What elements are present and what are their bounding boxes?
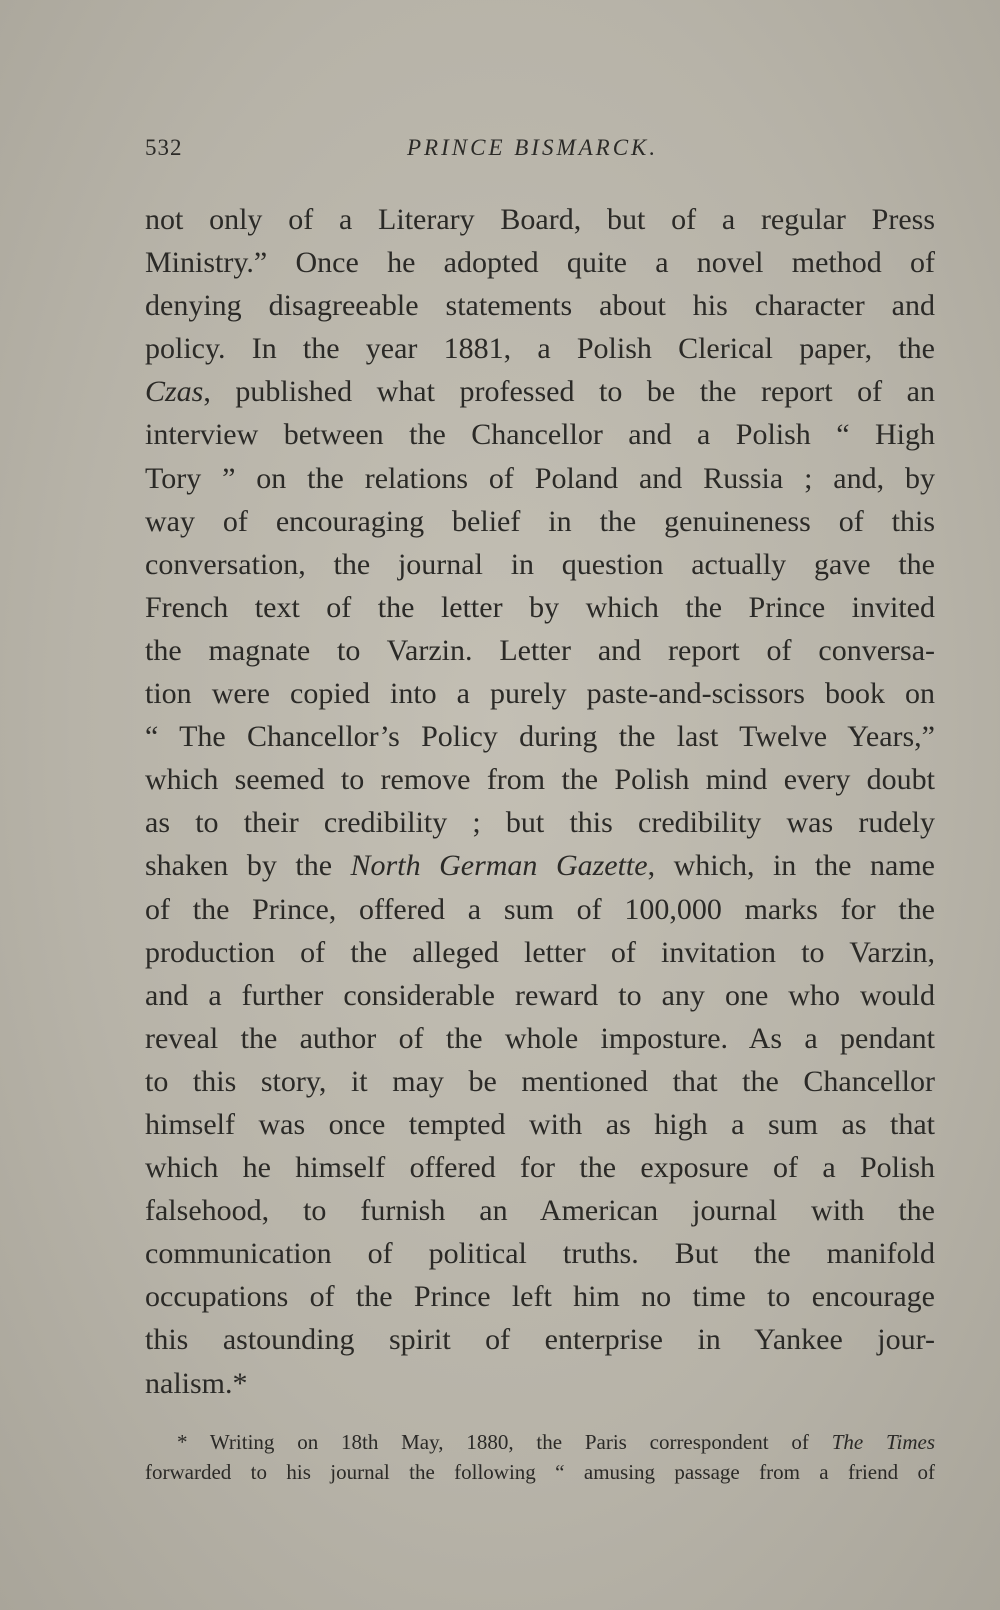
running-header xyxy=(145,135,935,175)
text-line: to this story, it may be mentioned that the Chancellor xyxy=(145,1064,935,1098)
text-line: Czas, published what professed to be the report of an xyxy=(145,375,935,409)
text-line: nalism.* xyxy=(145,1366,248,1400)
footnote-line: * Writing on 18th May, 1880, the Paris correspondent of The Times xyxy=(177,1430,936,1454)
text-line: “ The Chancellor’s Policy during the last Twelve Years,” xyxy=(145,720,935,754)
running-title: PRINCE BISMARCK. xyxy=(407,135,659,160)
text-line: himself was once tempted with as high a sum as that xyxy=(145,1107,935,1141)
text-line: Tory ” on the relations of Poland and Russia ; and, by xyxy=(145,461,935,495)
footnote xyxy=(145,1427,935,1487)
text-line: not only of a Literary Board, but of a regular Press xyxy=(145,203,935,236)
text-line: shaken by the North German Gazette, which, in the name xyxy=(145,849,935,883)
text-line: falsehood, to furnish an American journal with the xyxy=(145,1194,935,1228)
text-line: occupations of the Prince left him no time to encourage xyxy=(145,1280,935,1314)
text-line: the magnate to Varzin. Letter and report of conversa- xyxy=(145,633,935,667)
text-line: reveal the author of the whole imposture. As a pendant xyxy=(145,1021,935,1055)
text-line: production of the alleged letter of invitation to Varzin, xyxy=(145,935,935,969)
text-line: tion were copied into a purely paste-and-scissors book on xyxy=(145,677,935,711)
text-line: of the Prince, offered a sum of 100,000 marks for the xyxy=(145,892,935,926)
text-line: way of encouraging belief in the genuineness of this xyxy=(145,504,935,538)
newspaper-title-north-german-gazette: North German Gazette xyxy=(350,849,648,883)
body-text xyxy=(145,198,935,1405)
text-line: conversation, the journal in question actually gave the xyxy=(145,547,935,581)
text-line: which he himself offered for the exposure of a Polish xyxy=(145,1151,935,1185)
text-line: which seemed to remove from the Polish mind every doubt xyxy=(145,763,935,797)
text-line: this astounding spirit of enterprise in Yankee jour- xyxy=(145,1323,935,1357)
text-line: as to their credibility ; but this credibility was rudely xyxy=(145,806,935,840)
text-line: and a further considerable reward to any one who would xyxy=(145,978,935,1012)
newspaper-title-czas: Czas xyxy=(145,375,204,409)
page-number: 532 xyxy=(145,135,183,160)
text-line: denying disagreeable statements about his character and xyxy=(145,289,935,323)
text-line: French text of the letter by which the Prince invited xyxy=(145,590,935,624)
text-line: Ministry.” Once he adopted quite a novel method of xyxy=(145,246,935,280)
newspaper-title-the-times: The Times xyxy=(831,1430,936,1454)
text-line: interview between the Chancellor and a Polish “ High xyxy=(145,418,935,452)
text-line: policy. In the year 1881, a Polish Clerical paper, the xyxy=(145,332,935,366)
text-line: communication of political truths. But the manifold xyxy=(145,1237,935,1271)
footnote-line: forwarded to his journal the following “ amusing passage from a friend of xyxy=(145,1460,935,1484)
